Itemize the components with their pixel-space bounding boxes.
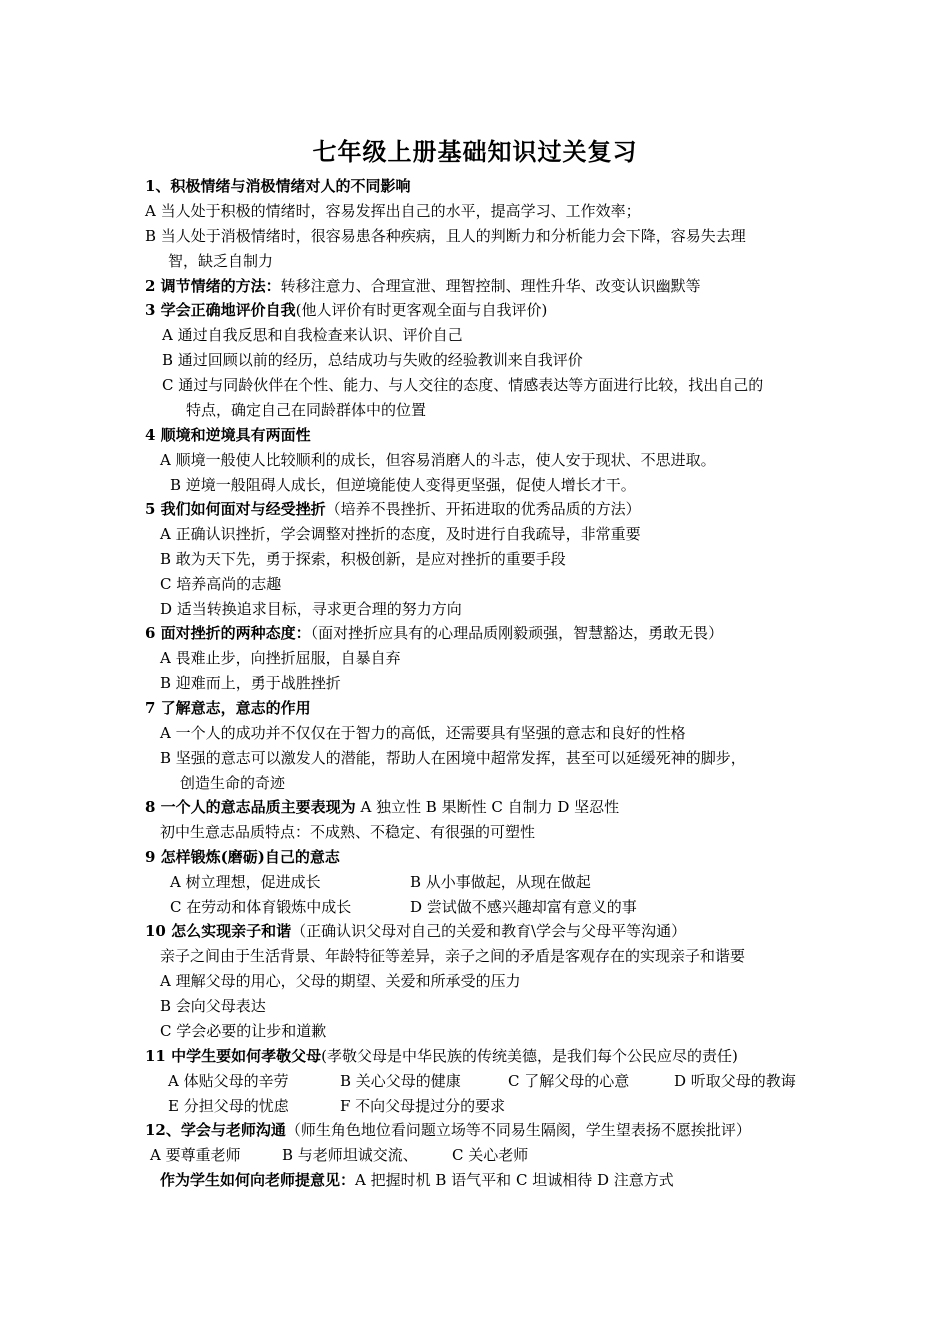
line-text: B 关心父母的健康 [340,1072,461,1090]
text-line [186,400,426,420]
text-line [160,723,686,743]
line-text: B 敢为天下先，勇于探索，积极创新，是应对挫折的重要手段 [160,550,566,568]
line-text: 特点，确定自己在同龄群体中的位置 [186,401,427,419]
line-text: B 当人处于消极情绪时，很容易患各种疾病，且人的判断力和分析能力会下降，容易失去理 [145,227,746,245]
line-heading: 9 怎样锻炼(磨砺)自己的意志 [145,848,340,866]
line-text: D 适当转换追求目标，寻求更合理的努力方向 [160,600,462,618]
text-line [170,475,636,495]
line-heading: 4 顺境和逆境具有两面性 [145,426,311,444]
text-line [145,847,340,867]
line-text: 初中生意志品质特点：不成熟、不稳定、有很强的可塑性 [160,823,536,841]
text-line [145,226,746,246]
line-heading: 作为学生如何向老师提意见： [160,1171,356,1189]
line-text: 转移注意力、合理宣泄、理智控制、理性升华、改变认识幽默等 [280,277,701,295]
line-text: C 关心老师 [452,1146,529,1164]
line-text: （面对挫折应具有的心理品质刚毅顽强，智慧豁达，勇敢无畏） [310,624,724,642]
line-text: E 分担父母的忧虑 [168,1097,289,1115]
line-text: A 一个人的成功并不仅仅在于智力的高低，还需要具有坚强的意志和良好的性格 [160,724,686,742]
line-text: 亲子之间由于生活背景、年龄特征等差异，亲子之间的矛盾是客观存在的实现亲子和谐要 [160,947,746,965]
line-heading: 11 中学生要如何孝敬父母 [145,1047,322,1065]
line-text: B 通过回顾以前的经历，总结成功与失败的经验教训来自我评价 [162,351,583,369]
text-line [145,499,641,519]
line-heading: 5 我们如何面对与经受挫折 [145,500,326,518]
line-text: 智，缺乏自制力 [168,252,274,270]
page-title: 七年级上册基础知识过关复习 [312,137,638,166]
text-line [160,524,641,544]
line-text: A 理解父母的用心，父母的期望、关爱和所承受的压力 [160,972,521,990]
text-line [160,1021,326,1041]
text-line [160,549,566,569]
text-line [160,946,745,966]
line-text: A 要尊重老师 [150,1146,241,1164]
text-line [145,425,311,445]
text-line [180,773,285,793]
text-line [170,897,637,917]
text-line [145,176,410,196]
line-text: （师生角色地位看问题立场等不同易生隔阂，学生望表扬不愿挨批评） [285,1121,751,1139]
line-text: B 从小事做起，从现在做起 [410,873,591,891]
line-heading: 12、学会与老师沟通 [145,1121,286,1139]
line-text: (他人评价有时更客观全面与自我评价) [295,301,548,319]
line-heading: 6 面对挫折的两种态度： [145,624,311,642]
line-text: C 学会必要的让步和道歉 [160,1022,327,1040]
line-text: A 树立理想，促进成长 [170,873,321,891]
line-text: D 尝试做不感兴趣却富有意义的事 [410,898,637,916]
text-line [145,797,619,817]
line-text: （培养不畏挫折、开拓进取的优秀品质的方法） [325,500,641,518]
text-line [162,350,583,370]
text-line [145,201,641,221]
text-line [160,822,535,842]
line-heading: 3 学会正确地评价自我 [145,301,296,319]
line-text: B 会向父母表达 [160,997,266,1015]
text-line [160,996,266,1016]
line-text: A 当人处于积极的情绪时，容易发挥出自己的水平，提高学习、工作效率； [145,202,641,220]
text-line [145,698,311,718]
line-heading: 7 了解意志，意志的作用 [145,699,311,717]
line-text: C 通过与同龄伙伴在个性、能力、与人交往的态度、情感表达等方面进行比较，找出自己的 [162,376,764,394]
line-heading: 10 怎么实现亲子和谐 [145,922,292,940]
text-line [160,574,281,594]
text-line [162,325,463,345]
line-text: (孝敬父母是中华民族的传统美德，是我们每个公民应尽的责任) [321,1047,738,1065]
text-line [160,599,462,619]
line-text: C 培养高尚的志趣 [160,575,282,593]
text-line [150,1145,529,1165]
text-line [160,673,341,693]
line-text: A 畏难止步，向挫折屈服，自暴自弃 [160,649,401,667]
line-text: D 听取父母的教诲 [674,1072,796,1090]
line-text: B 坚强的意志可以激发人的潜能，帮助人在困境中超常发挥，甚至可以延缓死神的脚步， [160,749,746,767]
line-heading: 1、积极情绪与消极情绪对人的不同影响 [145,177,411,195]
text-line [168,1071,796,1091]
text-line [145,1120,751,1140]
line-text: （正确认识父母对自己的关爱和教育\学会与父母平等沟通） [291,922,687,940]
line-text: A 通过自我反思和自我检查来认识、评价自己 [162,326,463,344]
text-line [145,921,686,941]
line-text: A 独立性 B 果断性 C 自制力 D 坚忍性 [355,798,620,816]
text-line [160,971,521,991]
line-heading: 2 调节情绪的方法： [145,277,281,295]
text-line [160,450,716,470]
text-line [162,375,763,395]
text-line [168,251,273,271]
line-text: 创造生命的奇迹 [180,774,286,792]
text-line [168,1096,506,1116]
text-line [145,623,723,643]
line-text: A 正确认识挫折，学会调整对挫折的态度，及时进行自我疏导，非常重要 [160,525,641,543]
text-line [170,872,591,892]
line-text: F 不向父母提过分的要求 [340,1097,506,1115]
text-line [160,748,746,768]
text-line [145,300,547,320]
line-heading: 8 一个人的意志品质主要表现为 [145,798,356,816]
line-text: A 把握时机 B 语气平和 C 坦诚相待 D 注意方式 [355,1171,674,1189]
line-text: A 顺境一般使人比较顺利的成长，但容易消磨人的斗志，使人安于现状、不思进取。 [160,451,716,469]
text-line [145,1046,738,1066]
line-text: C 在劳动和体育锻炼中成长 [170,898,352,916]
line-text: B 迎难而上，勇于战胜挫折 [160,674,341,692]
line-text: A 体贴父母的辛劳 [168,1072,289,1090]
line-text: B 逆境一般阻碍人成长，但逆境能使人变得更坚强，促使人增长才干。 [170,476,636,494]
line-text: C 了解父母的心意 [508,1072,630,1090]
text-line [160,1170,674,1190]
text-line [145,276,701,296]
text-line [160,648,401,668]
line-text: B 与老师坦诚交流、 [282,1146,418,1164]
